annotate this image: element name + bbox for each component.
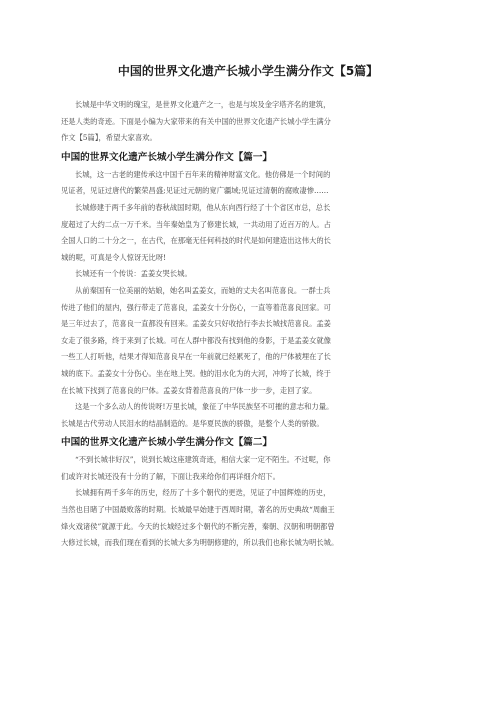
intro-paragraph — [61, 97, 451, 147]
paragraph — [61, 266, 451, 283]
text-line: 度超过了大约二点一万千米。当年秦始皇为了修建长城，一共动用了近百万的人。占 — [61, 219, 331, 229]
text-line: 们或许对长城还没有十分的了解，下面让我来给你们再详细介绍下。 — [61, 471, 280, 481]
text-line: 在长城下找到了范喜良的尸体。孟姜女背着范喜良的尸体一步一步，走回了家。 — [61, 385, 317, 395]
text-line: 城的呢，可真是令人惊讶无比呀! — [61, 252, 167, 262]
text-line: 当然也目睹了中国最败落的时期。长城最早始建于西周时期，著名的历史典故“周幽王 — [61, 505, 335, 515]
paragraph — [61, 399, 451, 432]
document-body — [61, 97, 451, 552]
text-line: 见证者，见证过唐代的繁荣昌盛;见证过元朝的宽广疆域;见证过清朝的腐败凄惨…… — [61, 186, 329, 196]
paragraph — [61, 452, 451, 485]
text-line: 传进了他们的屋内，强行带走了范喜良，孟姜女十分伤心，一直等着范喜良回家。可 — [61, 302, 331, 312]
text-line: 烽火戏诸侯”就源于此。今天的长城经过多个朝代的不断完善，秦朝、汉朝和明朝都曾 — [61, 521, 335, 531]
text-line: 女走了很多路，终于来到了长城。可在人群中都没有找到他的身影，于是孟姜女就像 — [61, 335, 331, 345]
text-line: 长城是古代劳动人民泪水的结晶制造的。是华夏民族的骄傲，是整个人类的骄傲。 — [61, 418, 324, 428]
text-line: 长城还有一个传说：孟姜女哭长城。 — [75, 269, 192, 279]
text-line: 长城修建于两千多年前的春秋战国时期，他从东向西行经了十个省区市总，总长 — [75, 202, 331, 212]
paragraph — [61, 167, 451, 200]
section-heading-1: 中国的世界文化遗产长城小学生满分作文【篇一】 — [61, 151, 273, 163]
text-line: 作文【5篇】，希望大家喜欢。 — [61, 133, 157, 143]
text-line: 城的底下。孟姜女十分伤心。坐在地上哭。他的泪水化为的大河，冲垮了长城，终于 — [61, 368, 331, 378]
text-line: 大修过长城，而我们现在看到的长城大多为明朝修建的，所以我们也称长城为明长城。 — [61, 538, 339, 548]
text-line: 长城是中华文明的瑰宝，是世界文化遗产之一，也是与埃及金字塔齐名的建筑， — [75, 100, 331, 109]
paragraph — [61, 283, 451, 399]
text-line: “不到长城非好汉”，说到长城这座建筑奇迹，相信大家一定不陌生。不过呢，你 — [75, 455, 331, 465]
text-line: 一些工人打听他，结果才得知范喜良早在一年前就已经累死了，他的尸体被埋在了长 — [61, 352, 331, 362]
text-line: 是三年过去了，范喜良一直都没有回来。孟姜女只好收拾行李去长城找范喜良。孟姜 — [61, 319, 331, 329]
text-line: 长城，这一古老的建传承这中国千百年来的精神财富文化。他仿佛是一个时间的 — [75, 169, 331, 179]
paragraph — [61, 200, 451, 266]
text-line: 从前秦国有一位美丽的姑娘，她名叫孟姜女，而她的丈夫名叫范喜良。一群士兵 — [75, 285, 331, 295]
document-title: 中国的世界文化遗产长城小学生满分作文【5篇】 — [117, 64, 379, 78]
section-heading-2: 中国的世界文化遗产长城小学生满分作文【篇二】 — [61, 437, 273, 449]
text-line: 还是人类的奇迹。下面是小编为大家带来的有关中国的世界文化遗产长城小学生满分 — [61, 116, 331, 126]
text-line: 长城拥有两千多年的历史，经历了十多个朝代的更迭，见证了中国辉煌的历史， — [75, 488, 331, 498]
text-line: 全国人口的二十分之一，在古代，在那毫无任何科技的时代是如何建造出这伟大的长 — [61, 236, 331, 246]
text-line: 这是一个多么动人的传说呀!万里长城，象征了中华民族坚不可摧的意志和力量。 — [75, 402, 334, 412]
paragraph — [61, 485, 451, 551]
